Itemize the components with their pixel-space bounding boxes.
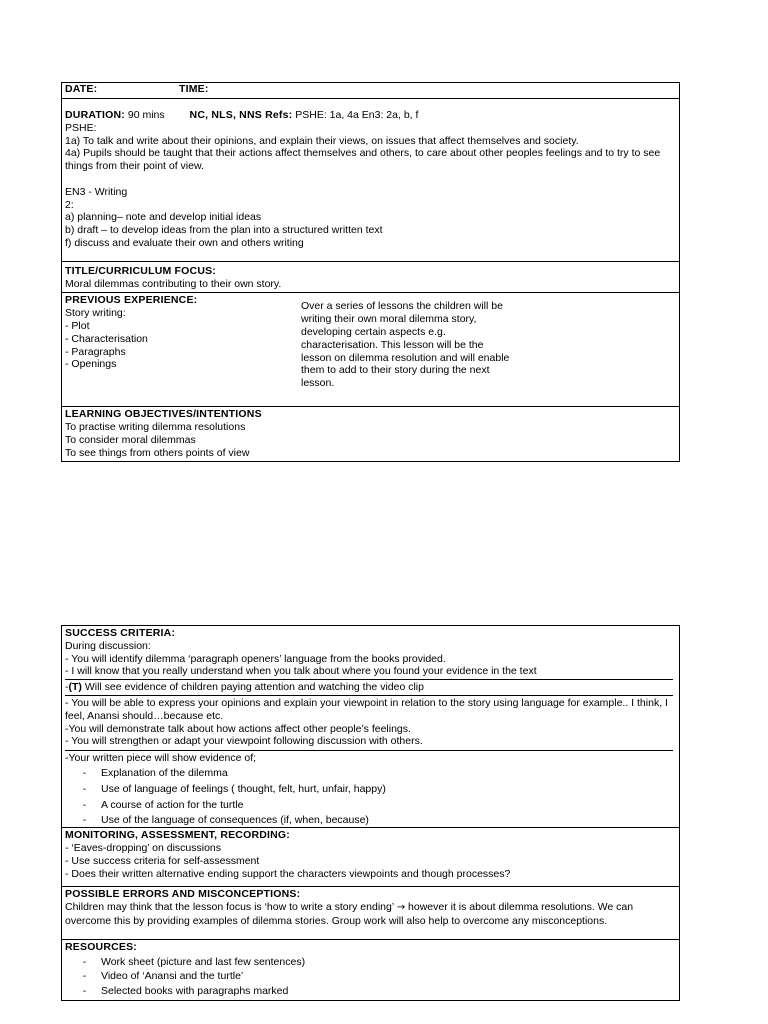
en3-b: b) draft – to develop ideas from the plan into a structured written text: [65, 224, 383, 237]
title-label: TITLE/CURRICULUM FOCUS:: [65, 264, 217, 277]
en3-number: 2:: [65, 198, 74, 211]
lesson-plan-table-top: [61, 82, 680, 462]
en3-f: f) discuss and evaluate their own and others writing: [65, 236, 304, 249]
previous-experience-item: - Paragraphs: [65, 345, 126, 358]
en3-heading: EN3 - Writing: [65, 185, 128, 198]
title-row: [62, 261, 679, 293]
monitoring-item: - Does their written alternative ending support the characters viewpoints and though processes?: [65, 867, 511, 880]
errors-text: Children may think that the lesson focus is ‘how to write a story ending’ → however it is about dilemma resolutions. We can overcome this by providing examples of dilemma stories. Group work will also help to overcome any misconceptions.: [65, 901, 634, 927]
duration-label: DURATION:: [65, 109, 125, 121]
success-criteria-label: SUCCESS CRITERIA:: [65, 627, 176, 639]
success-criteria-item: - You will identify dilemma ‘paragraph openers’ language from the books provided.: [65, 652, 446, 665]
written-evidence-item: - Use of language of feelings ( thought, felt, hurt, unfair, happy): [82, 782, 386, 795]
monitoring-row: [62, 827, 679, 886]
success-criteria-item: - You will be able to express your opinions and explain your viewpoint in relation to the story using language for example.. I think, I feel, Anansi should…because etc.: [65, 695, 673, 723]
previous-experience-label: PREVIOUS EXPERIENCE:: [65, 294, 198, 307]
previous-experience-item: - Characterisation: [65, 332, 148, 345]
written-evidence-item: - Explanation of the dilemma: [82, 766, 228, 779]
pshe-1a: 1a) To talk and write about their opinions, and explain their views, on issues that affect themselves and society.: [65, 134, 579, 147]
previous-experience-intro: Story writing:: [65, 307, 126, 320]
success-criteria-intro: During discussion:: [65, 639, 151, 652]
monitoring-label: MONITORING, ASSESSMENT, RECORDING:: [65, 829, 290, 842]
resource-item: - Work sheet (picture and last few sentences): [82, 955, 306, 968]
monitoring-item: - ‘Eaves-dropping’ on discussions: [65, 841, 222, 854]
pshe-heading: PSHE:: [65, 121, 97, 134]
learning-objectives-row: [62, 406, 679, 460]
written-evidence-item: - Use of the language of consequences (if, when, because): [82, 814, 369, 827]
errors-row: [62, 886, 679, 938]
refs-label: NC, NLS, NNS Refs:: [189, 109, 293, 121]
previous-experience-row: [62, 292, 679, 406]
resource-item: - Video of ‘Anansi and the turtle’: [82, 970, 244, 983]
title-value: Moral dilemmas contributing to their own story.: [65, 277, 282, 290]
learning-objectives-label: LEARNING OBJECTIVES/INTENTIONS: [65, 408, 262, 421]
learning-objective-item: To practise writing dilemma resolutions: [65, 421, 246, 434]
success-criteria-item: - I will know that you really understand when you talk about where you found your evidence in the text: [65, 665, 537, 678]
success-criteria-item: -You will demonstrate talk about how actions affect other people’s feelings.: [65, 722, 411, 735]
pshe-4a: 4a) Pupils should be taught that their actions affect themselves and others, to care about other peoples feelings and to try to see things from their point of view.: [65, 147, 661, 173]
written-evidence-item: - A course of action for the turtle: [82, 798, 244, 811]
en3-a: a) planning– note and develop initial ideas: [65, 211, 262, 224]
previous-experience-item: - Plot: [65, 319, 90, 332]
date-time-row: [62, 83, 679, 98]
resources-label: RESOURCES:: [65, 940, 138, 953]
resources-row: [62, 939, 679, 1000]
previous-experience-item: - Openings: [65, 358, 117, 371]
previous-experience-note: Over a series of lessons the children will be writing their own moral dilemma story, developing certain aspects e.g. characterisation. This lesson will be the lesson on dilemma resolution and will enable them to add to their story during the next lesson.: [301, 300, 510, 390]
learning-objective-item: To see things from others points of view: [65, 446, 250, 459]
success-criteria-row: [62, 626, 679, 827]
duration-value: 90 mins: [124, 109, 165, 121]
learning-objective-item: To consider moral dilemmas: [65, 433, 196, 446]
date-label: DATE:: [65, 83, 98, 95]
resource-item: - Selected books with paragraphs marked: [82, 985, 289, 998]
duration-refs-row: [62, 98, 679, 261]
errors-label: POSSIBLE ERRORS AND MISCONCEPTIONS:: [65, 888, 301, 901]
right-arrow-icon: →: [396, 902, 406, 914]
success-criteria-item: - You will strengthen or adapt your viewpoint following discussion with others.: [65, 735, 423, 748]
success-criteria-written: -Your written piece will show evidence of;: [65, 750, 673, 765]
teacher-marker: (T): [68, 681, 82, 694]
lesson-plan-table-bottom: [61, 625, 680, 1001]
duration-line: [65, 109, 676, 122]
success-criteria-teacher: -(T) Will see evidence of children paying attention and watching the video clip: [65, 679, 673, 694]
monitoring-item: - Use success criteria for self-assessment: [65, 854, 260, 867]
refs-value: PSHE: 1a, 4a En3: 2a, b, f: [292, 109, 419, 121]
time-label: TIME:: [179, 83, 209, 95]
